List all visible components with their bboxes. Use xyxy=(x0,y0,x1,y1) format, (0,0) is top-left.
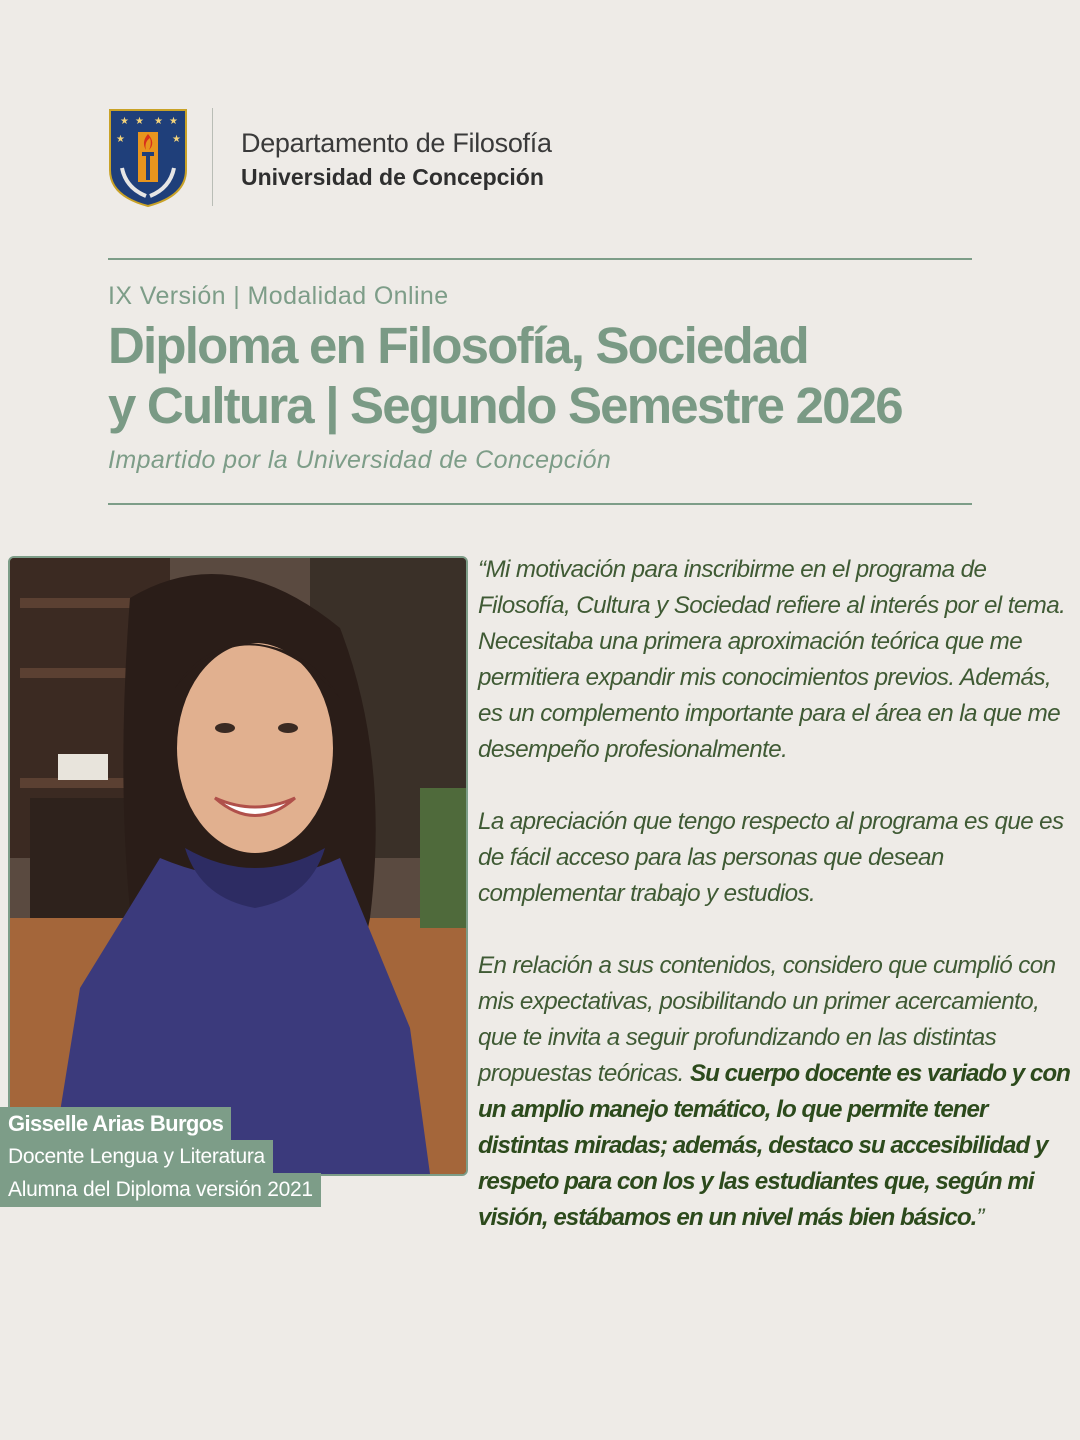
svg-text:★: ★ xyxy=(120,116,129,127)
title-line-1: Diploma en Filosofía, Sociedad xyxy=(108,317,808,374)
quote-paragraph-3-regular: En relación a sus contenidos, considero que cumplió con mis expectativas, posibilitando un primer acercamiento, que te invita a seguir profundizando en las distintas propuestas teóricas. xyxy=(478,952,1056,1087)
quote-closing-mark: ” xyxy=(976,1204,984,1231)
svg-text:★: ★ xyxy=(154,116,163,127)
title-line-2: y Cultura | Segundo Semestre 2026 xyxy=(108,377,902,434)
quote-paragraph-2: La apreciación que tengo respecto al programa es que es de fácil acceso para las personas que desean complementar trabajo y estudios. xyxy=(478,808,1064,907)
testimonial-photo xyxy=(8,556,468,1176)
testimonial-alumni-note: Alumna del Diploma versión 2021 xyxy=(0,1173,321,1207)
header-divider xyxy=(212,108,213,206)
header xyxy=(108,108,972,208)
svg-text:★: ★ xyxy=(172,134,181,145)
bottom-divider xyxy=(108,503,972,505)
program-subtitle: Impartido por la Universidad de Concepción xyxy=(108,446,612,474)
svg-text:★: ★ xyxy=(135,116,144,127)
program-title xyxy=(108,316,1008,436)
svg-text:★: ★ xyxy=(116,134,125,145)
svg-text:★: ★ xyxy=(169,116,178,127)
version-line: IX Versión | Modalidad Online xyxy=(108,282,449,310)
quote-paragraph-1: “Mi motivación para inscribirme en el programa de Filosofía, Cultura y Sociedad refiere al interés por el tema. Necesitaba una primera aproximación teórica que me permitiera expandir mis conocimientos previos. Además, es un complemento importante para el área en la que me desempeño profesionalmente. xyxy=(478,556,1066,763)
testimonial-role: Docente Lengua y Literatura xyxy=(0,1140,273,1174)
department-name: Departamento de Filosofía xyxy=(241,128,552,158)
top-divider xyxy=(108,258,972,260)
university-crest-icon xyxy=(108,108,188,208)
quote-paragraph-3-highlight: Su cuerpo docente es variado y con un amplio manejo temático, lo que permite tener distintas miradas; además, destaco su accesibilidad y respeto para con los y las estudiantes que, según mi visión, estábamos en un nivel más bien básico. xyxy=(478,1060,1070,1231)
testimonial-quote xyxy=(478,552,1074,1272)
university-name: Universidad de Concepción xyxy=(241,164,544,190)
quote-paragraph-3 xyxy=(478,948,1074,1236)
testimonial-name: Gisselle Arias Burgos xyxy=(0,1107,231,1141)
